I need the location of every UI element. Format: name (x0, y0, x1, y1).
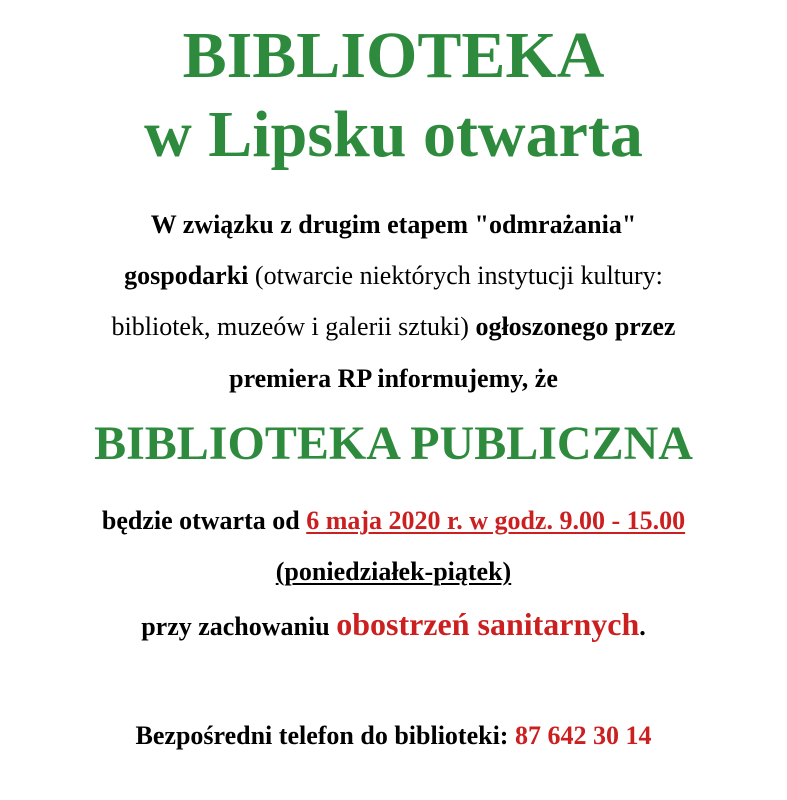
contact-label: Bezpośredni telefon do biblioteki: (135, 721, 515, 750)
condition-prefix: przy zachowaniu (141, 612, 337, 641)
opening-prefix: będzie otwarta od (101, 506, 307, 535)
opening-days-line (0, 554, 787, 590)
intro-line-3-bold: ogłoszonego przez (475, 312, 676, 341)
contact-phone: 87 642 30 14 (514, 721, 652, 750)
intro-line-2 (0, 258, 787, 294)
condition-suffix: . (639, 612, 646, 641)
condition-line (0, 604, 787, 647)
opening-date-time: 6 maja 2020 r. w godz. 9.00 - 15.00 (306, 506, 686, 535)
headline: BIBLIOTEKA PUBLICZNA (94, 417, 693, 470)
opening-days: (poniedziałek-piątek) (275, 557, 512, 586)
title-line-1: BIBLIOTEKA (182, 19, 605, 92)
intro-line-1: W związku z drugim etapem "odmrażania" (150, 210, 637, 239)
intro-line-3 (0, 309, 787, 345)
intro-line-2-bold: gospodarki (124, 261, 249, 290)
title-line-2: w Lipsku otwarta (144, 98, 643, 171)
intro-line-2-rest: (otwarcie niektórych instytucji kultury: (248, 261, 663, 290)
contact-line (0, 718, 787, 754)
intro-line-4: premiera RP informujemy, że (229, 364, 558, 393)
condition-highlight: obostrzeń sanitarnych (336, 606, 640, 642)
opening-line (0, 503, 787, 539)
intro-line-3-normal: bibliotek, muzeów i galerii sztuki) (111, 312, 476, 341)
